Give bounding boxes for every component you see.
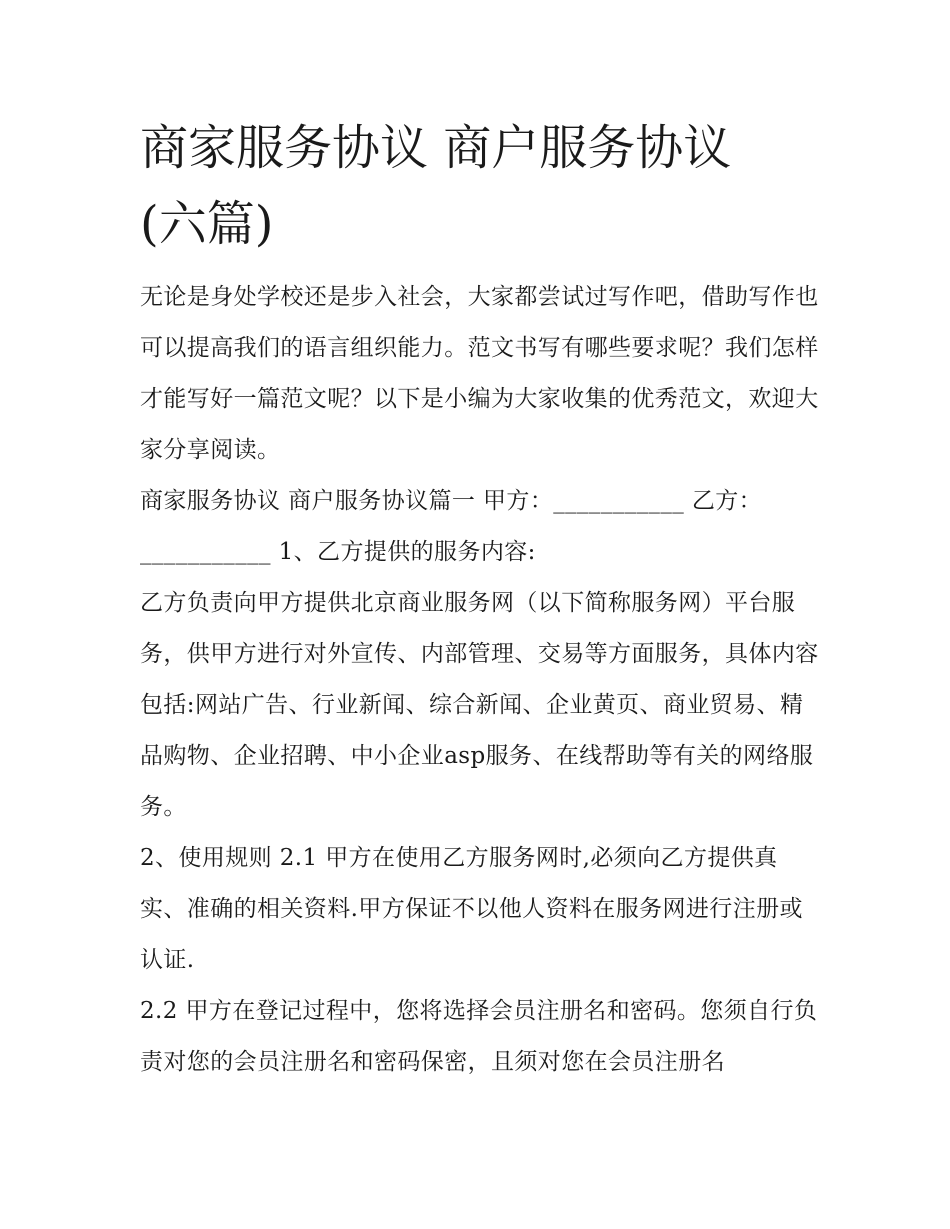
intro-paragraph: 无论是身处学校还是步入社会，大家都尝试过写作吧，借助写作也可以提高我们的语言组织能力。范文书写有哪些要求呢？我们怎样才能写好一篇范文呢？以下是小编为大家收集的优秀范文，欢迎大家分享阅读。 bbox=[140, 284, 819, 463]
title-line-2: (六篇) bbox=[140, 196, 274, 252]
title-line-1: 商家服务协议 商户服务协议 bbox=[140, 120, 732, 176]
registration-paragraph: 2.2 甲方在登记过程中，您将选择会员注册名和密码。您须自行负责对您的会员注册名和密码保密，且须对您在会员注册名 bbox=[140, 998, 818, 1075]
document-page bbox=[140, 110, 820, 1088]
service-content-paragraph: 乙方负责向甲方提供北京商业服务网（以下简称服务网）平台服务，供甲方进行对外宣传、内部管理、交易等方面服务，具体内容包括:网站广告、行业新闻、综合新闻、企业黄页、商业贸易、精品购物、企业招聘、中小企业asp服务、在线帮助等有关的网络服务。 bbox=[140, 590, 819, 820]
usage-rules-paragraph: 2、使用规则 2.1 甲方在使用乙方服务网时,必须向乙方提供真实、准确的相关资料.甲方保证不以他人资料在服务网进行注册或认证. bbox=[140, 845, 803, 973]
document-title bbox=[140, 110, 820, 262]
parties-paragraph: 商家服务协议 商户服务协议篇一 甲方：___________ 乙方：___________ 1、乙方提供的服务内容: bbox=[140, 488, 763, 565]
